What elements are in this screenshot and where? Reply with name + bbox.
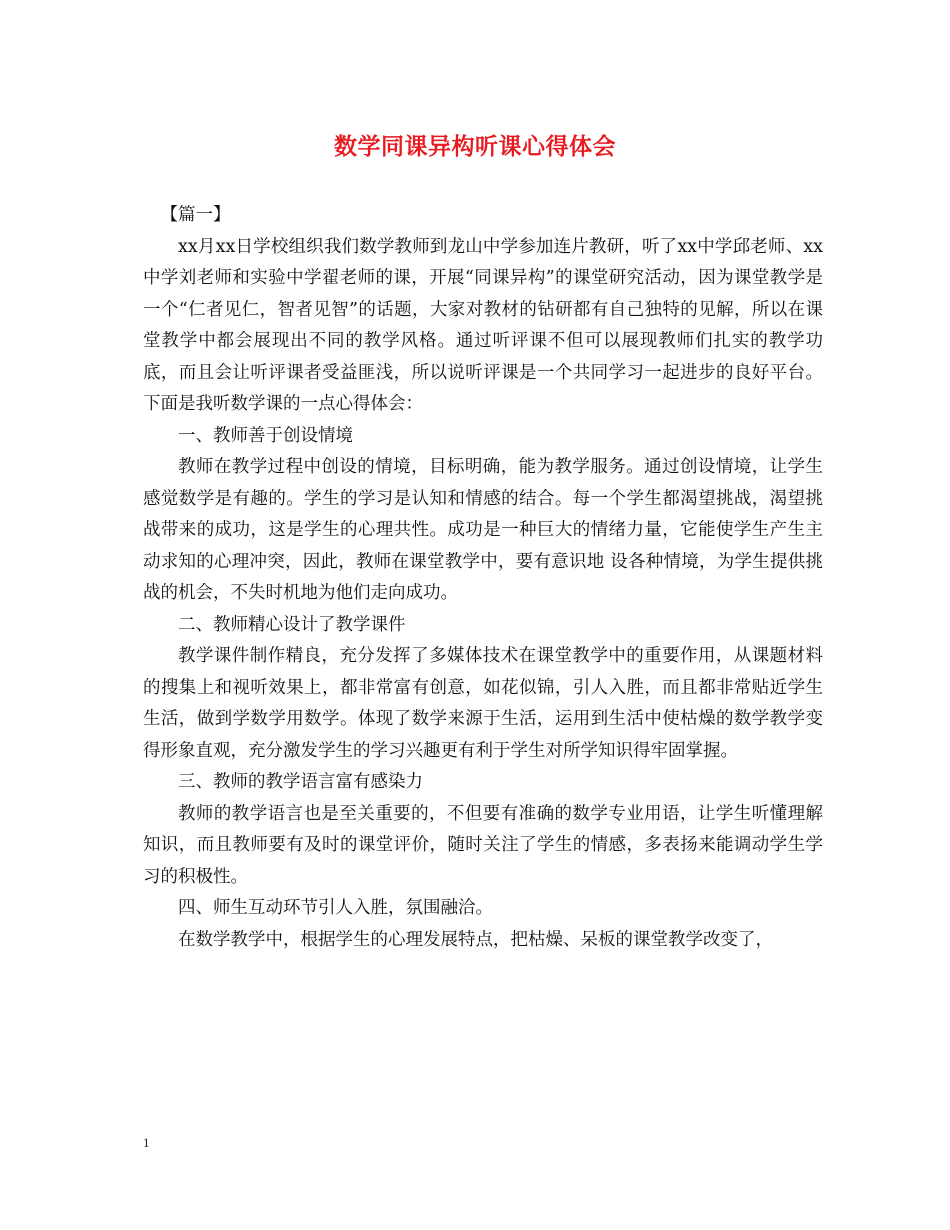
heading-4: 四、师生互动环节引人入胜，氛围融洽。	[178, 898, 493, 918]
heading-1: 一、教师善于创设情境	[178, 425, 353, 446]
page-number: 1	[143, 1135, 150, 1150]
paragraph-intro: xx月xx日学校组织我们数学教师到龙山中学参加连片教研，听了xx中学邱老师、xx中学刘老师和实验中学翟老师的课，开展“同课异构”的课堂研究活动，因为课堂教学是一个“仁者见仁，智者见智”的话题，大家对教材的钻研都有自己独特的见解，所以在课堂教学中都会展现出不同的教学风格。通过听评课不但可以展现教师们扎实的教学功底，而且会让听评课者受益匪浅，所以说听评课是一个共同学习一起进步的良好平台。下面是我听数学课的一点心得体会：	[143, 236, 823, 414]
heading-2: 二、教师精心设计了教学课件	[178, 614, 406, 635]
section-label: 【篇一】	[160, 205, 231, 225]
paragraph-2: 教学课件制作精良，充分发挥了多媒体技术在课堂教学中的重要作用，从课题材料的搜集上和视听效果上，都非常富有创意，如花似锦，引人入胜，而且都非常贴近学生生活，做到学数学用数学。体现了数学来源于生活，运用到生活中使枯燥的数学教学变得形象直观，充分激发学生的学习兴趣更有利于学生对所学知识得牢固掌握。	[143, 646, 823, 761]
document-body	[143, 200, 823, 956]
heading-3: 三、教师的教学语言富有感染力	[178, 772, 423, 792]
page-title: 数学同课异构听课心得体会	[334, 133, 616, 160]
paragraph-3: 教师的教学语言也是至关重要的，不但要有准确的数学专业用语，让学生听懂理解知识，而且教师要有及时的课堂评价，随时关注了学生的情感，多表扬来能调动学生学习的积极性。	[143, 803, 823, 887]
paragraph-4: 在数学教学中，根据学生的心理发展特点，把枯燥、呆板的课堂教学改变了，	[178, 929, 773, 950]
paragraph-1: 教师在教学过程中创设的情境，目标明确，能为教学服务。通过创设情境，让学生感觉数学是有趣的。学生的学习是认知和情感的结合。每一个学生都渴望挑战，渴望挑战带来的成功，这是学生的心理共性。成功是一种巨大的情绪力量，它能使学生产生主动求知的心理冲突，因此，教师在课堂教学中，要有意识地 设各种情境，为学生提供挑战的机会，不失时机地为他们走向成功。	[143, 457, 823, 603]
